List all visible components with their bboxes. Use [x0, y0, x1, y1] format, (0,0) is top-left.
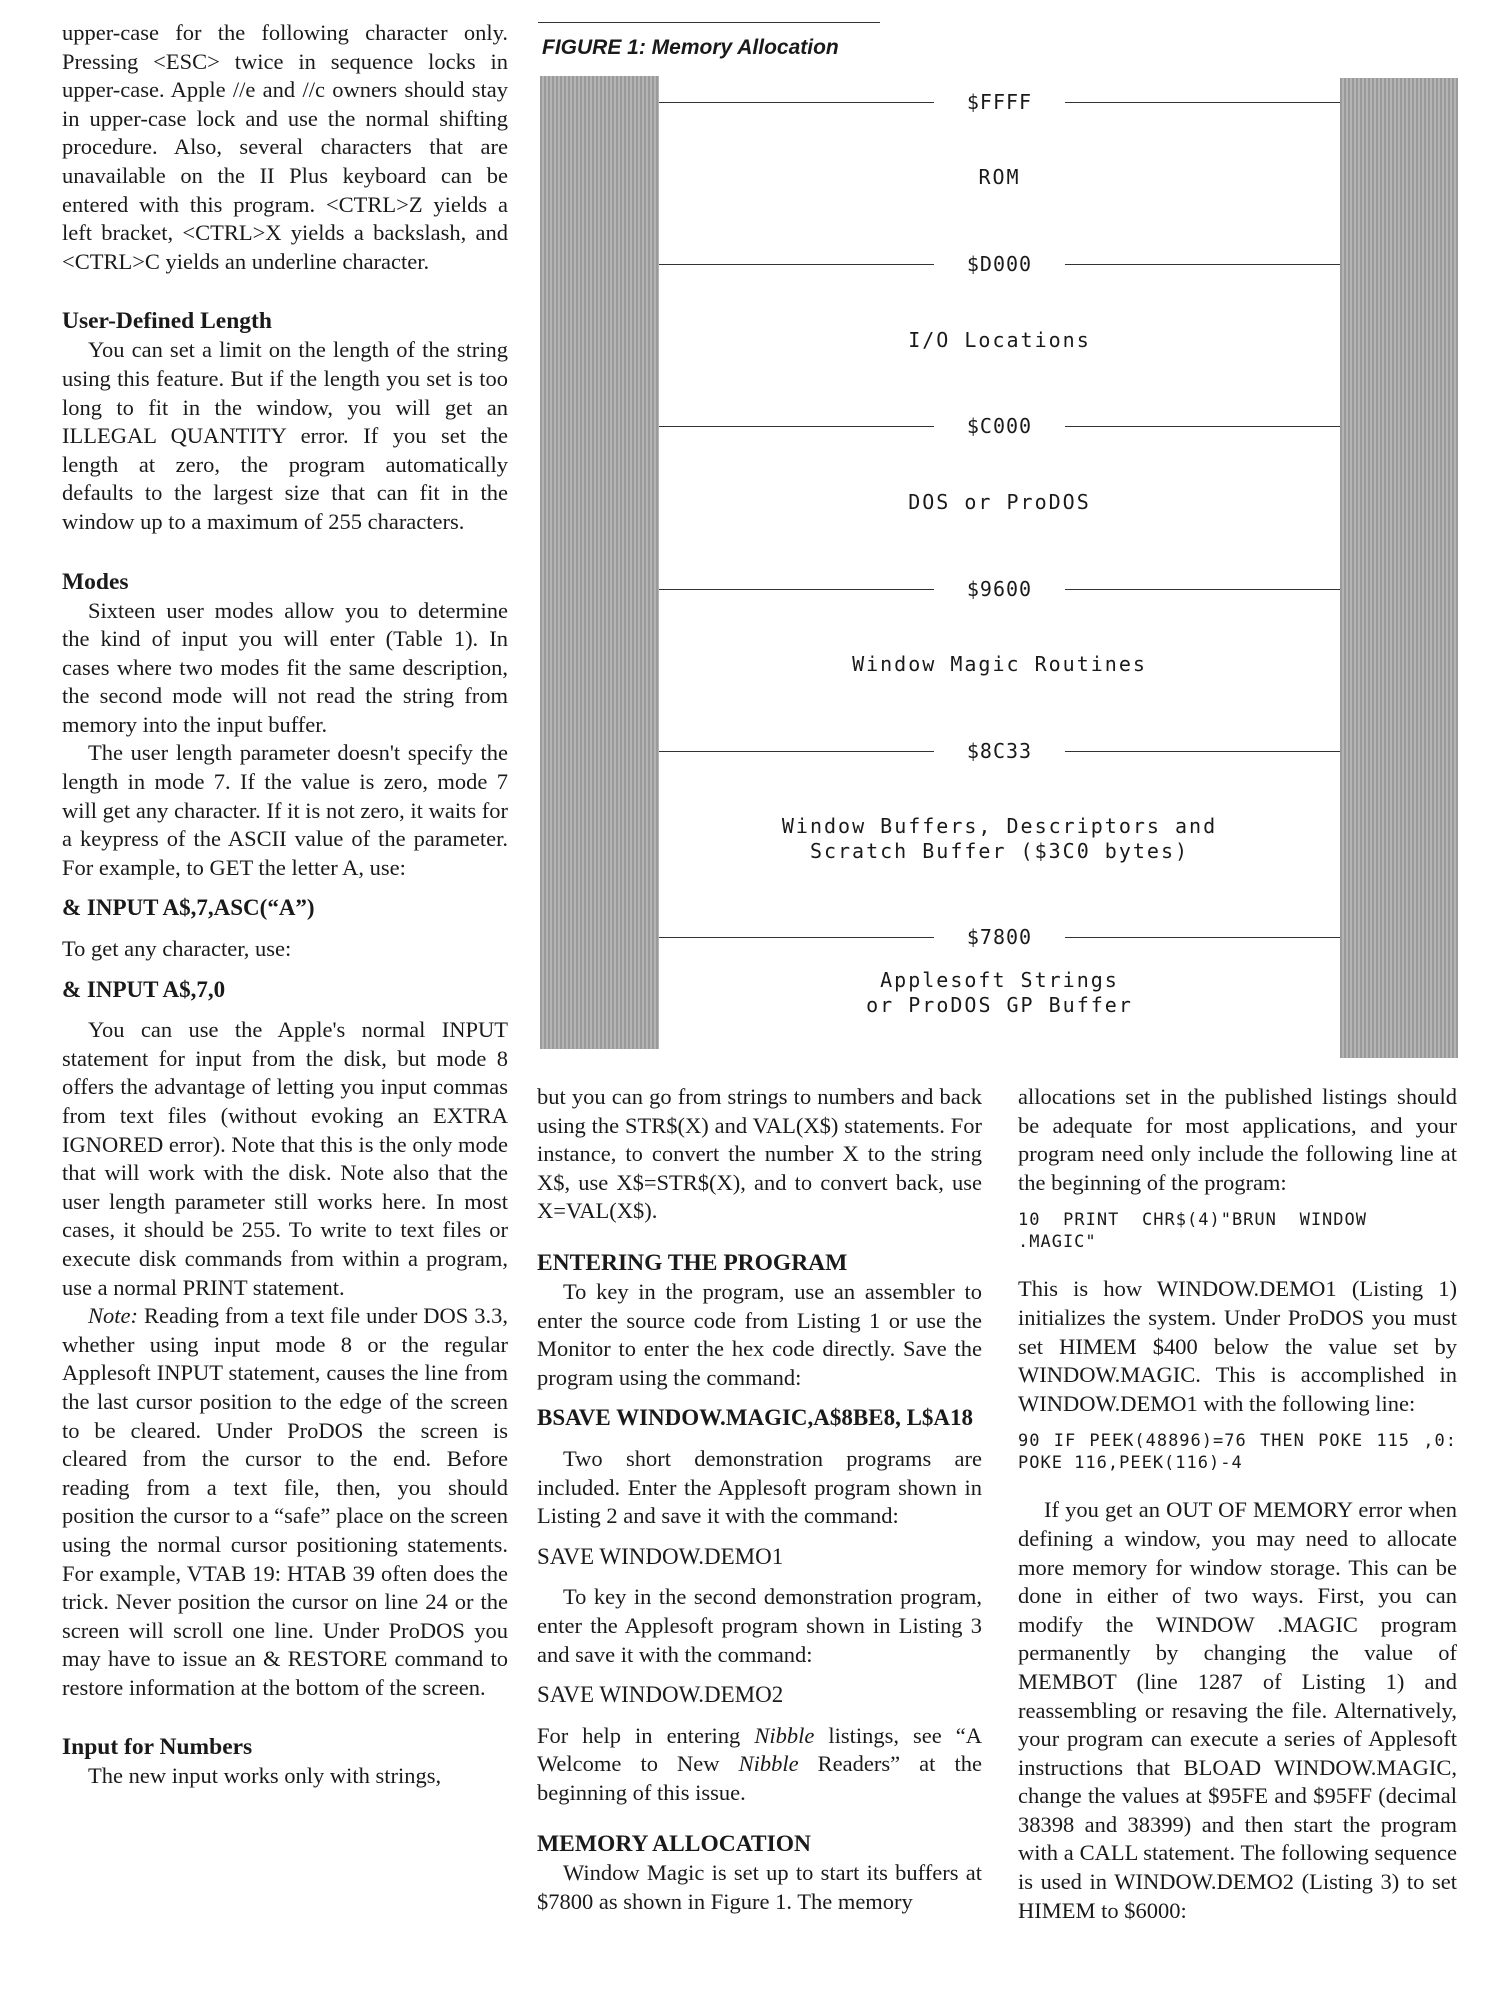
- region-line: Window Buffers, Descriptors and: [781, 814, 1218, 838]
- address-label: $7800: [966, 925, 1033, 949]
- normal-input-paragraph: You can use the Apple's normal INPUT statement for input from the disk, but mode 8 offers the advantage of letting you input commas from text files (without evoking an EXTRA IGNORED error). Note that this is the only mode that will work with the disk. Note also that the user length parameter still works here. In most cases, it should be 255. To write to text files or execute disk commands from within a program, use a normal PRINT statement.: [62, 1017, 508, 1300]
- user-length-paragraph: You can set a limit on the length of the string using this feature. But if the length you set is too long to fit in the window, you will get an ILLEGAL QUANTITY error. If you set the length at zero, the program automatically defaults to the largest size that can fit in the window up to a maximum of 255 characters.: [62, 337, 508, 534]
- save-demo1-command: SAVE WINDOW.DEMO1: [537, 1543, 784, 1569]
- memory-paragraph: Window Magic is set up to start its buffers at $7800 as shown in Figure 1. The memory: [537, 1860, 982, 1915]
- memory-bar-left: [540, 76, 659, 1049]
- address-label: $FFFF: [966, 90, 1033, 114]
- memory-region: Window Magic Routines: [852, 652, 1147, 676]
- memory-bar-right: [1340, 78, 1458, 1058]
- initializes-paragraph: This is how WINDOW.DEMO1 (Listing 1) initializes the system. Under ProDOS you must set HIMEM $400 below the value set by WINDOW.MAGIC. This is accomplished in WINDOW.DEMO1 with the following line:: [1018, 1276, 1457, 1416]
- left-column: [62, 19, 508, 1791]
- modes-paragraph-1: Sixteen user modes allow you to determine the kind of input you will enter (Table 1). In cases where two modes fit the same description, the second mode will not read the string from memory into the input buffer.: [62, 597, 508, 737]
- nibble-italic: Nibble: [754, 1722, 815, 1748]
- memory-region: I/O Locations: [908, 328, 1091, 352]
- strings-to-numbers-paragraph: but you can go from strings to numbers and back using the STR$(X) and VAL(X$) statements. For instance, to convert the number X to the string X$, use X$=STR$(X), and to convert back, use X=VAL(X$).: [537, 1084, 982, 1224]
- memory-region: [659, 968, 1340, 1018]
- right-column: [1018, 1083, 1457, 1925]
- figure-caption: FIGURE 1: Memory Allocation: [542, 36, 839, 59]
- middle-column: [537, 1083, 982, 1917]
- region-line: Applesoft Strings: [880, 968, 1119, 992]
- help-text: listings, see “A Welcome to New: [537, 1722, 982, 1777]
- note-text: Reading from a text file under DOS 3.3, whether using input mode 8 or the regular Applesoft INPUT statement, causes the line from the last cursor position to the edge of the screen to be cleared. Under ProDOS the screen is cleared from the cursor to the end. Before reading from a text file, then, you should position the cursor to a “safe” place on the screen using the normal cursor positioning statements. For example, VTAB 19: HTAB 39 often does the trick. Never position the cursor on line 24 or the screen will scroll one line. Under ProDOS you may have to issue an & RESTORE command to restore information at the bottom of the screen.: [62, 1303, 508, 1700]
- nibble-italic: Nibble: [738, 1751, 799, 1777]
- heading-user-defined-length: User-Defined Length: [62, 308, 272, 335]
- entering-paragraph: To key in the program, use an assembler to enter the source code from Listing 1 or use the Monitor to enter the hex code directly. Save the program using the command:: [537, 1278, 982, 1390]
- to-get-any-character: To get any character, use:: [62, 936, 292, 962]
- note-paragraph: [62, 1302, 508, 1702]
- code-input-zero: & INPUT A$,7,0: [62, 976, 226, 1002]
- code-input-asc: & INPUT A$,7,ASC(“A”): [62, 895, 315, 921]
- address-label: $8C33: [966, 739, 1033, 763]
- allocations-paragraph: allocations set in the published listings should be adequate for most applications, and your program need only include the following line at the beginning of the program:: [1018, 1084, 1457, 1195]
- heading-entering-the-program: ENTERING THE PROGRAM: [537, 1249, 848, 1276]
- memory-region: DOS or ProDOS: [908, 490, 1091, 514]
- help-text: For help in entering: [537, 1722, 755, 1748]
- figure-top-rule: [538, 22, 880, 23]
- heading-input-for-numbers: Input for Numbers: [62, 1734, 253, 1761]
- note-label: Note:: [88, 1303, 138, 1329]
- intro-paragraph: upper-case for the following character only. Pressing <ESC> twice in sequence locks in upper-case. Apple //e and //c owners should stay in upper-case lock and use the normal shifting procedure. Also, several characters that are unavailable on the II Plus keyboard can be entered with this program. <CTRL>Z yields a left bracket, <CTRL>X yields a backslash, and <CTRL>C yields an underline character.: [62, 20, 508, 274]
- help-text: Readers” at the beginning of this issue.: [537, 1751, 982, 1805]
- code-line-90: 90 IF PEEK(48896)=76 THEN POKE 115 ,0: POKE 116,PEEK(116)-4: [1018, 1431, 1457, 1474]
- numbers-paragraph: The new input works only with strings,: [88, 1763, 442, 1789]
- out-of-memory-paragraph: If you get an OUT OF MEMORY error when defining a window, you may need to allocate more memory for window storage. This can be done in either of two ways. First, you can modify the WINDOW .MAGIC program permanently by changing the value of MEMBOT (line 1287 of Listing 1) and reassembling or resaving the file. Alternatively, your program can execute a series of Applesoft instructions that BLOAD WINDOW.MAGIC, change the values at $95FE and $95FF (decimal 38398 and 38399) and then start the program with a CALL statement. The following sequence is used in WINDOW.DEMO2 (Listing 3) to set HIMEM to $6000:: [1018, 1497, 1457, 1923]
- region-line: Scratch Buffer ($3C0 bytes): [809, 839, 1190, 863]
- code-line-10: 10 PRINT CHR$(4)"BRUN WINDOW .MAGIC": [1018, 1210, 1367, 1253]
- memory-region: ROM: [978, 165, 1021, 189]
- bsave-command: BSAVE WINDOW.MAGIC,A$8BE8, L$A18: [537, 1405, 974, 1431]
- address-label: $9600: [966, 577, 1033, 601]
- address-label: $C000: [966, 414, 1033, 438]
- save-demo2-command: SAVE WINDOW.DEMO2: [537, 1682, 784, 1708]
- second-demo-paragraph: To key in the second demonstration program, enter the Applesoft program shown in Listing 3 and save it with the command:: [537, 1584, 982, 1667]
- demo-paragraph: Two short demonstration programs are included. Enter the Applesoft program shown in Listing 2 and save it with the command:: [537, 1445, 982, 1529]
- region-line: or ProDOS GP Buffer: [866, 993, 1133, 1017]
- heading-memory-allocation: MEMORY ALLOCATION: [537, 1831, 812, 1858]
- help-paragraph: [537, 1722, 982, 1808]
- heading-modes: Modes: [62, 568, 129, 595]
- modes-paragraph-2: The user length parameter doesn't specify the length in mode 7. If the value is zero, mode 7 will get any character. If it is not zero, it waits for a keypress of the ASCII value of the parameter. For example, to GET the letter A, use:: [62, 740, 508, 880]
- memory-region: [659, 814, 1340, 864]
- address-label: $D000: [966, 252, 1033, 276]
